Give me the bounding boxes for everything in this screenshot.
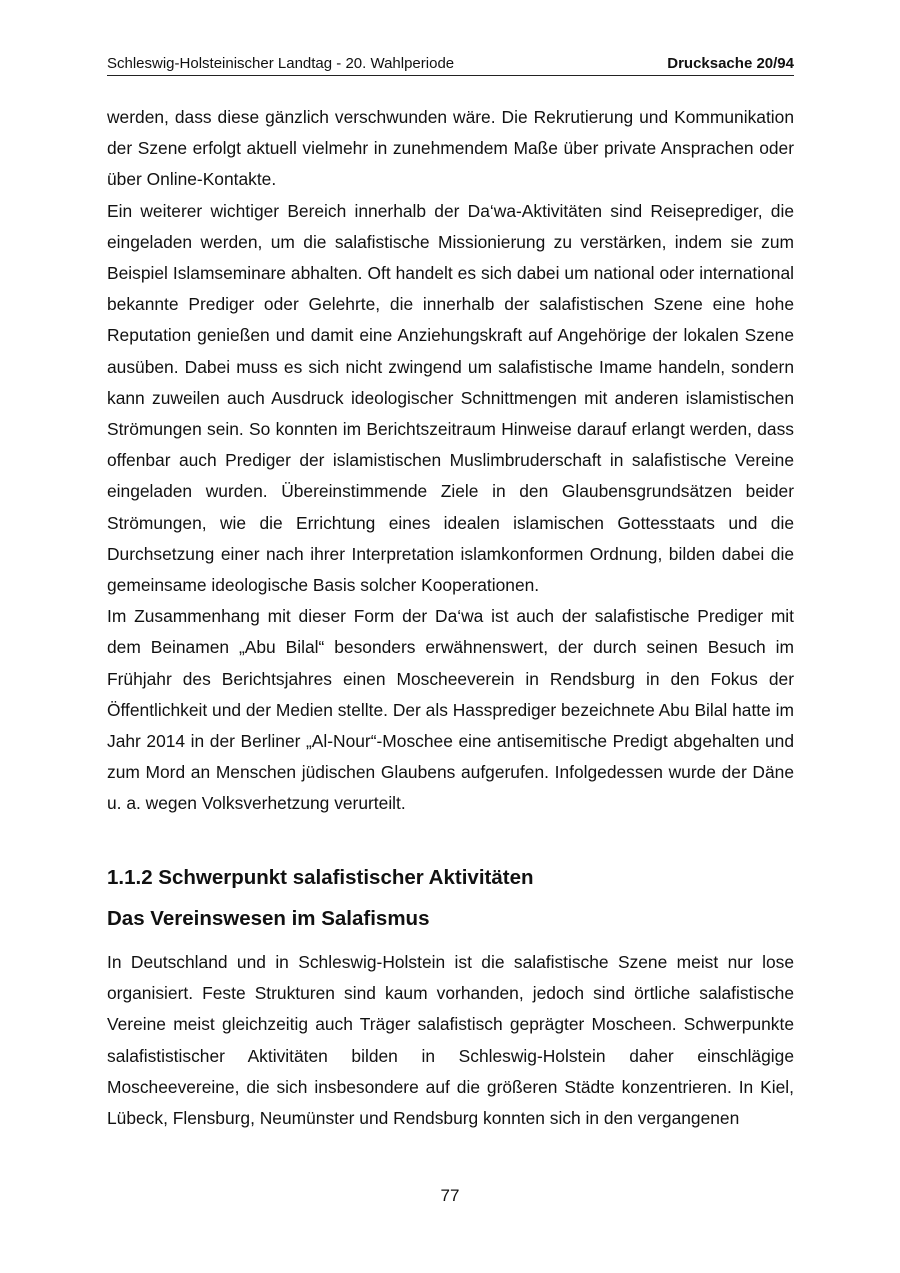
paragraph: Im Zusammenhang mit dieser Form der Da‘wa ist auch der salafistische Prediger mit dem Beinamen „Abu Bilal“ besonders erwähnenswert, der durch seinen Besuch im Frühjahr des Berichtsjahres einen Moscheeverein in Rendsburg in den Fokus der Öffentlichkeit und der Medien stellte. Der als Hassprediger bezeichnete Abu Bilal hatte im Jahr 2014 in der Berliner „Al-Nour“-Moschee eine antisemitische Predigt abgehalten und zum Mord an Menschen jüdischen Glaubens aufgerufen. Infolgedessen wurde der Däne u. a. wegen Volksverhetzung verurteilt. [107, 606, 794, 814]
paragraph: Ein weiterer wichtiger Bereich innerhalb der Da‘wa-Aktivitäten sind Reiseprediger, die eingeladen werden, um die salafistische Missionierung zu verstärken, indem sie zum Beispiel Islamseminare abhalten. Oft handelt es sich dabei um national oder international bekannte Prediger oder Gelehrte, die innerhalb der salafistischen Szene eine hohe Reputation genießen und damit eine Anziehungskraft auf Angehörige der lokalen Szene ausüben. Dabei muss es sich nicht zwingend um salafistische Imame handeln, sondern kann zuweilen auch Ausdruck ideologischer Schnittmengen mit anderen islamistischen Strömungen sein. So konnten im Berichtszeitraum Hinweise darauf erlangt werden, dass offenbar auch Prediger der islamistischen Muslimbruderschaft in salafistische Vereine eingeladen wurden. Übereinstimmende Ziele in den Glaubensgrundsätzen beider Strömungen, wie die Errichtung eines idealen islamischen Gottesstaats und die Durchsetzung einer nach ihrer Interpretation islamkonformen Ordnung, bilden dabei die gemeinsame ideologische Basis solcher Kooperationen. [107, 200, 794, 596]
body-text [107, 102, 794, 820]
document-number: Drucksache 20/94 [667, 55, 794, 72]
header-title: Schleswig-Holsteinischer Landtag - 20. Wahlperiode [107, 55, 455, 72]
section-heading: 1.1.2 Schwerpunkt salafistischer Aktivitäten [107, 866, 534, 889]
paragraph: werden, dass diese gänzlich verschwunden wäre. Die Rekrutierung und Kommunikation der Szene erfolgt aktuell vielmehr in zunehmendem Maße über private Ansprachen oder über Online-Kontakte. [107, 107, 794, 190]
page-number: 77 [440, 1186, 460, 1205]
paragraph: In Deutschland und in Schleswig-Holstein ist die salafistische Szene meist nur lose organisiert. Feste Strukturen sind kaum vorhanden, jedoch sind örtliche salafistische Vereine meist gleichzeitig auch Träger salafistisch geprägter Moscheen. Schwerpunkte salafististischer Aktivitäten bilden in Schleswig-Holstein daher einschlägige Moscheevereine, die sich insbesondere auf die größeren Städte konzentrieren. In Kiel, Lübeck, Flensburg, Neumünster und Rendsburg konnten sich in den vergangenen [107, 952, 794, 1129]
subsection-heading: Das Vereinswesen im Salafismus [107, 907, 430, 930]
page-header [107, 55, 794, 76]
section-body [107, 947, 794, 1134]
